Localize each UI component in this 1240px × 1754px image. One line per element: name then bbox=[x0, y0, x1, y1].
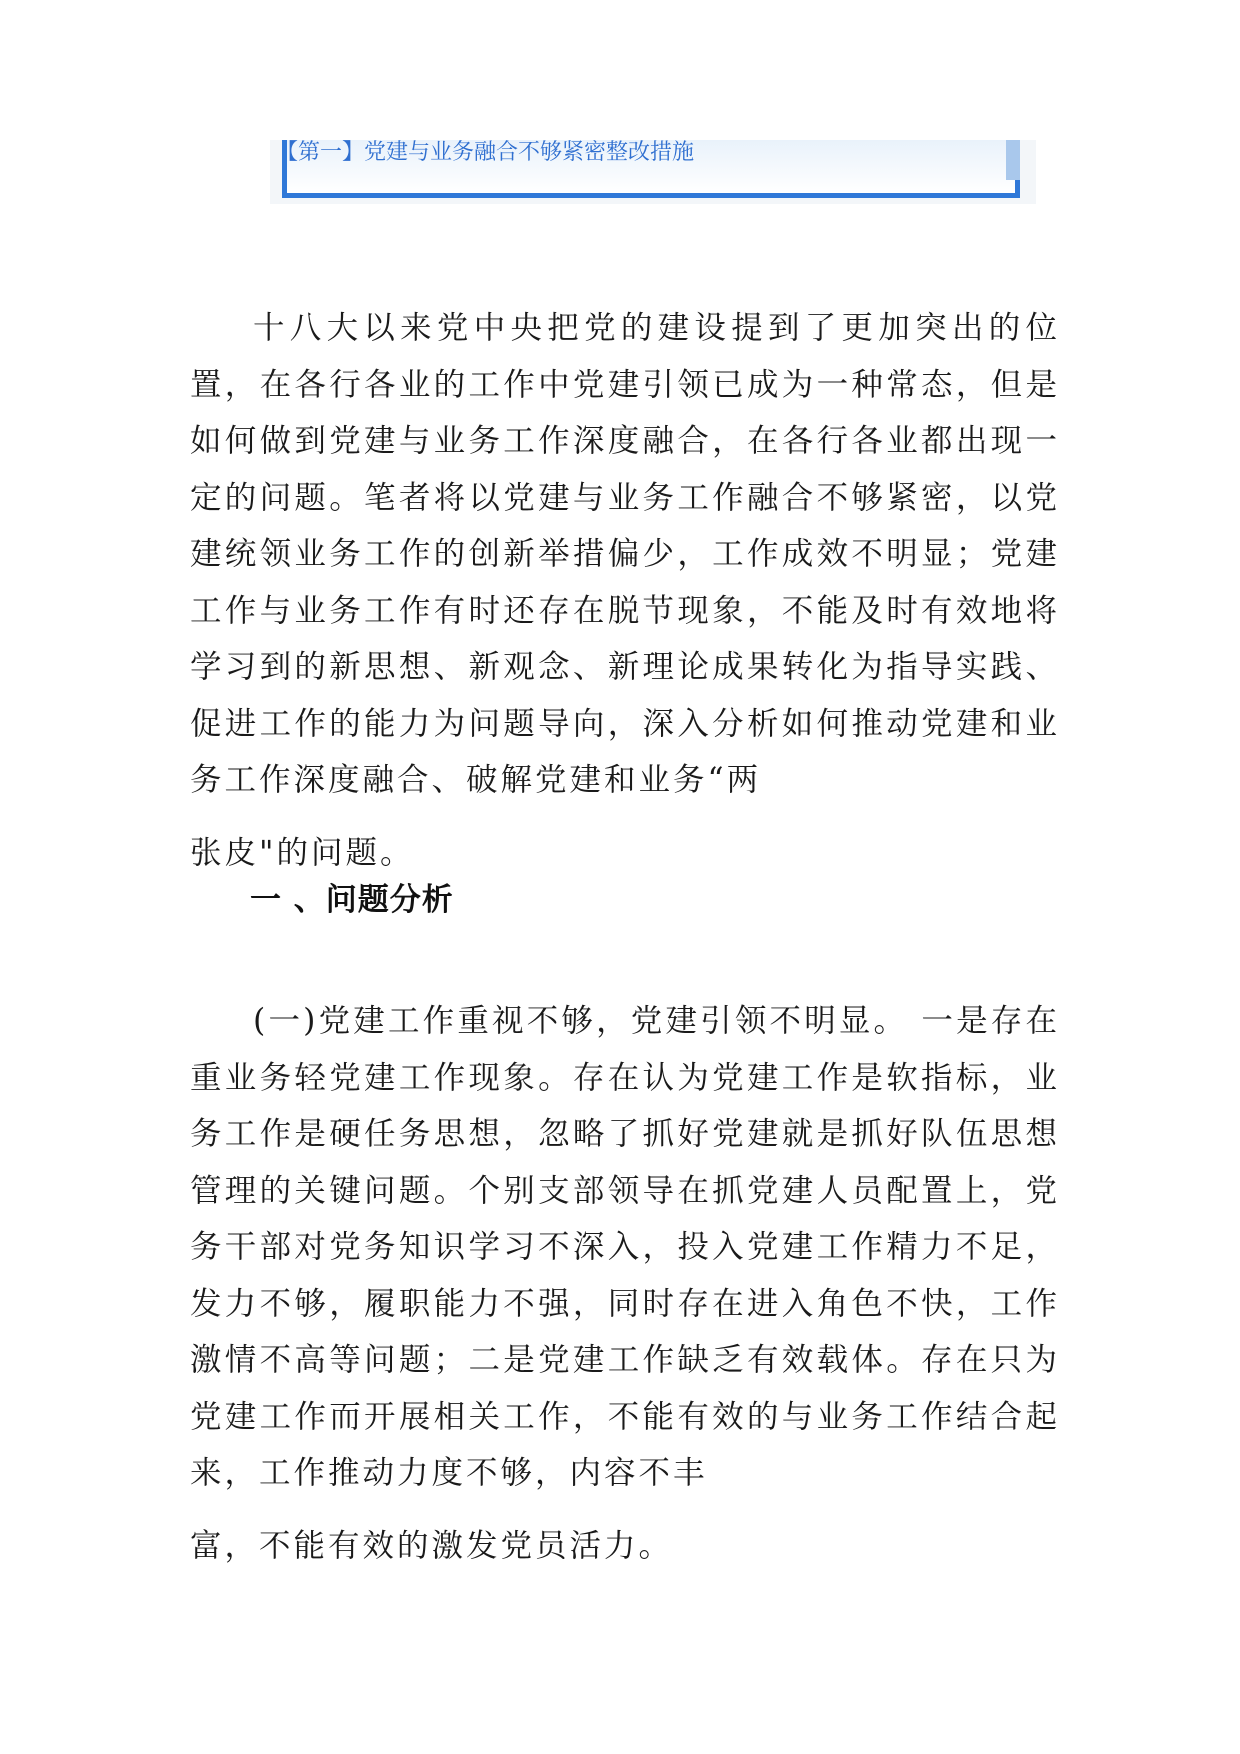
document-title: 【第一】党建与业务融合不够紧密整改措施 bbox=[276, 140, 695, 165]
intro-paragraph-text: 十八大以来党中央把党的建设提到了更加突出的位置，在各行各业的工作中党建引领已成为一种常态，但是如何做到党建与业务工作深度融合，在各行各业都出现一定的问题。笔者将以党建与业务工作融合不够紧密，以党建统领业务工作的创新举措偏少，工作成效不明显；党建工作与业务工作有时还存在脱节现象，不能及时有效地将学习到的新思想、新观念、新理论成果转化为指导实践、促进工作的能力为问题导向，深入分析如何推动党建和业务工作深度融合、破解党建和业务“两 bbox=[190, 310, 1060, 798]
banner-edge bbox=[1006, 140, 1020, 180]
section1-paragraph bbox=[190, 993, 1060, 1574]
title-banner bbox=[270, 140, 1036, 204]
section1-paragraph-text: (一)党建工作重视不够，党建引领不明显。 一是存在重业务轻党建工作现象。存在认为党建工作是软指标，业务工作是硬任务思想，忽略了抓好党建就是抓好队伍思想管理的关键问题。个别支部领导在抓党建人员配置上，党务干部对党务知识学习不深入，投入党建工作精力不足，发力不够，履职能力不强，同时存在进入角色不快，工作激情不高等问题；二是党建工作缺乏有效载体。存在只为党建工作而开展相关工作，不能有效的与业务工作结合起来，工作推动力度不够，内容不丰 bbox=[190, 1003, 1060, 1491]
intro-paragraph bbox=[190, 300, 1060, 881]
intro-paragraph-tail: 张皮"的问题。 bbox=[190, 834, 415, 871]
section1-paragraph-tail: 富，不能有效的激发党员活力。 bbox=[190, 1527, 674, 1564]
section-heading: 一 、问题分析 bbox=[250, 882, 454, 918]
